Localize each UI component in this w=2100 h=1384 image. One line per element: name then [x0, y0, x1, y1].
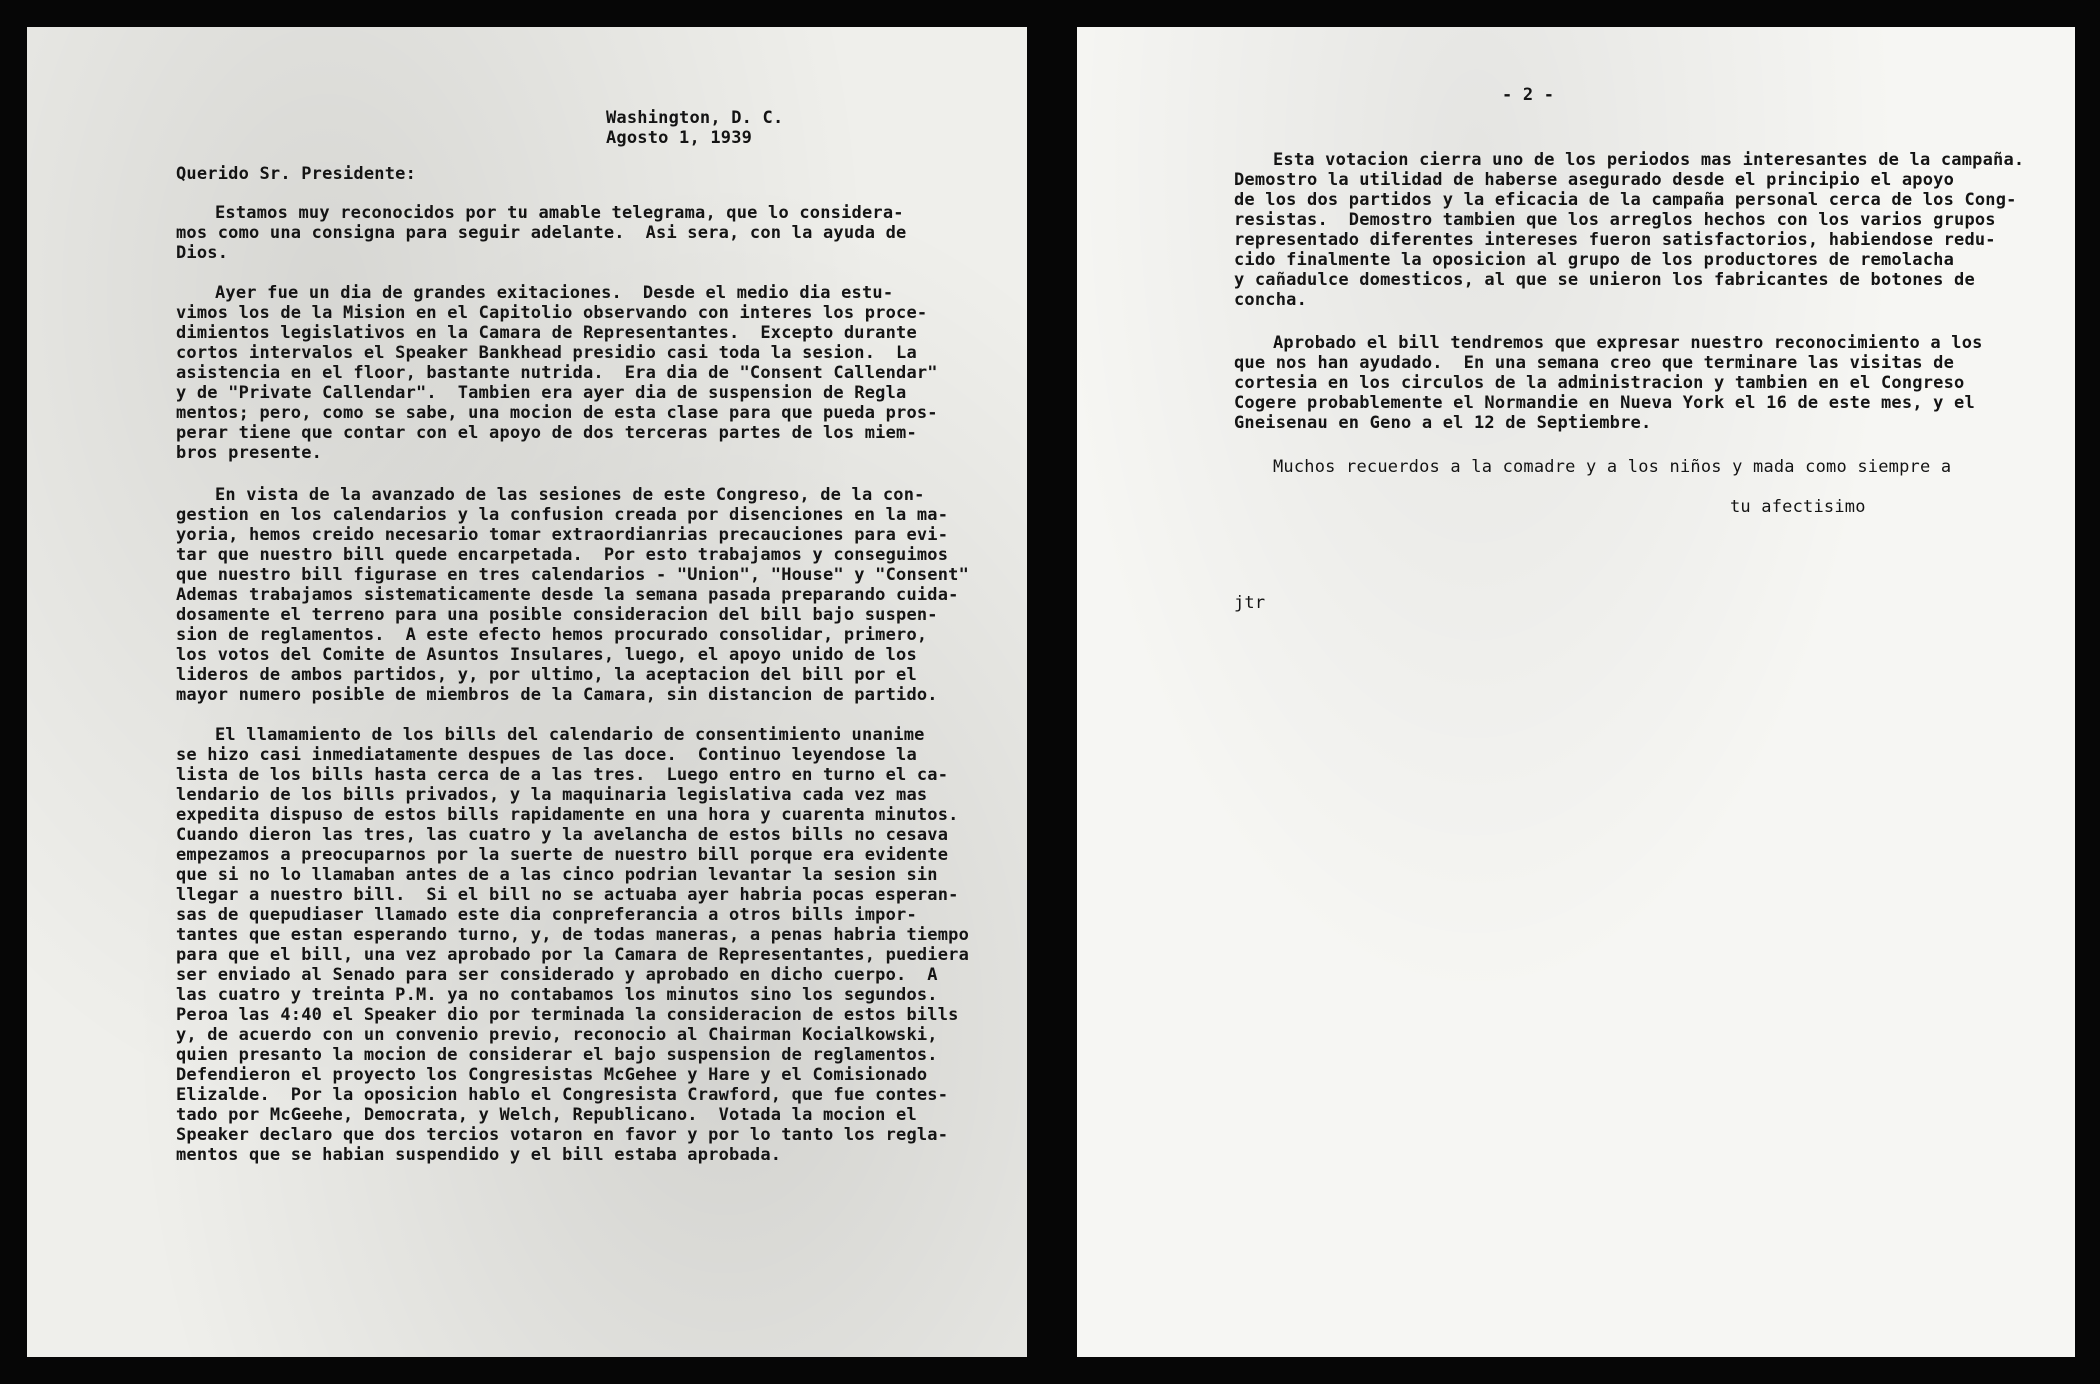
letter-date: Agosto 1, 1939 — [606, 128, 753, 148]
text-line: Dios. — [176, 243, 229, 263]
text-line: mentos que se habian suspendido y el bill estaba aprobada. — [176, 1145, 782, 1165]
text-line: Estamos muy reconocidos por tu amable telegrama, que lo considera- — [215, 203, 904, 223]
text-line: dosamente el terreno para una posible consideracion del bill bajo suspen- — [176, 605, 938, 625]
text-line: cortos intervalos el Speaker Bankhead presidio casi toda la sesion. La — [176, 343, 917, 363]
text-line: que nuestro bill figurase en tres calendarios - "Union", "House" y "Consent" — [176, 565, 970, 585]
salutation: Querido Sr. Presidente: — [176, 164, 417, 184]
text-line: llegar a nuestro bill. Si el bill no se actuaba ayer habria pocas esperan- — [176, 885, 959, 905]
text-line: Aprobado el bill tendremos que expresar nuestro reconocimiento a los — [1273, 333, 1983, 353]
text-line: En vista de la avanzado de las sesiones de este Congreso, de la con- — [215, 485, 925, 505]
text-line: cido finalmente la oposicion al grupo de los productores de remolacha — [1234, 250, 1955, 270]
text-line: mos como una consigna para seguir adelante. Asi sera, con la ayuda de — [176, 223, 907, 243]
text-line: y cañadulce domesticos, al que se unieron los fabricantes de botones de — [1234, 270, 1975, 290]
text-line: El llamamiento de los bills del calendario de consentimiento unanime — [215, 725, 925, 745]
text-line: Peroa las 4:40 el Speaker dio por terminada la consideracion de estos bills — [176, 1005, 959, 1025]
text-line: quien presanto la mocion de considerar el bajo suspension de reglamentos. — [176, 1045, 938, 1065]
text-line: tar que nuestro bill quede encarpetada. Por esto trabajamos y conseguimos — [176, 545, 949, 565]
closing-line: Muchos recuerdos a la comadre y a los niños y mada como siempre a — [1273, 457, 1952, 477]
text-line: concha. — [1234, 290, 1308, 310]
text-line: para que el bill, una vez aprobado por la Camara de Representantes, puediera — [176, 945, 970, 965]
text-line: bros presente. — [176, 443, 323, 463]
text-line: los votos del Comite de Asuntos Insulares, luego, el apoyo unido de los — [176, 645, 917, 665]
text-line: Esta votacion cierra uno de los periodos mas interesantes de la campaña. — [1273, 150, 2025, 170]
text-line: Ademas trabajamos sistematicamente desde la semana pasada preparando cuida- — [176, 585, 959, 605]
text-line: lista de los bills hasta cerca de a las tres. Luego entro en turno el ca- — [176, 765, 949, 785]
text-line: empezamos a preocuparnos por la suerte de nuestro bill porque era evidente — [176, 845, 949, 865]
text-line: Demostro la utilidad de haberse asegurado desde el principio el apoyo — [1234, 170, 1955, 190]
letter-page-2 — [1077, 27, 2075, 1357]
text-line: mayor numero posible de miembros de la Camara, sin distancion de partido. — [176, 685, 938, 705]
text-line: Gneisenau en Geno a el 12 de Septiembre. — [1234, 413, 1652, 433]
text-line: las cuatro y treinta P.M. ya no contabamos los minutos sino los segundos. — [176, 985, 938, 1005]
text-line: cortesia en los circulos de la administracion y tambien en el Congreso — [1234, 373, 1965, 393]
text-line: y, de acuerdo con un convenio previo, reconocio al Chairman Kocialkowski, — [176, 1025, 938, 1045]
text-line: dimientos legislativos en la Camara de Representantes. Excepto durante — [176, 323, 917, 343]
text-line: tantes que estan esperando turno, y, de todas maneras, a penas habria tiempo — [176, 925, 970, 945]
text-line: Ayer fue un dia de grandes exitaciones. Desde el medio dia estu- — [215, 283, 894, 303]
text-line: lendario de los bills privados, y la maquinaria legislativa cada vez mas — [176, 785, 928, 805]
text-line: yoria, hemos creido necesario tomar extraordianrias precauciones para evi- — [176, 525, 949, 545]
typist-initials: jtr — [1234, 593, 1266, 613]
text-line: que nos han ayudado. En una semana creo que terminare las visitas de — [1234, 353, 1955, 373]
text-line: mentos; pero, como se sabe, una mocion de esta clase para que pueda pros- — [176, 403, 938, 423]
text-line: y de "Private Callendar". Tambien era ayer dia de suspension de Regla — [176, 383, 907, 403]
text-line: expedita dispuso de estos bills rapidamente en una hora y cuarenta minutos. — [176, 805, 959, 825]
text-line: asistencia en el floor, bastante nutrida. Era dia de "Consent Callendar" — [176, 363, 938, 383]
text-line: Defendieron el proyecto los Congresistas McGehee y Hare y el Comisionado — [176, 1065, 928, 1085]
text-line: gestion en los calendarios y la confusion creada por disenciones en la ma- — [176, 505, 949, 525]
text-line: representado diferentes intereses fueron satisfactorios, habiendose redu- — [1234, 230, 1996, 250]
text-line: de los dos partidos y la eficacia de la campaña personal cerca de los Cong- — [1234, 190, 2017, 210]
text-line: que si no lo llamaban antes de a las cinco podrian levantar la sesion sin — [176, 865, 938, 885]
text-line: Speaker declaro que dos tercios votaron en favor y por lo tanto los regla- — [176, 1125, 949, 1145]
text-line: Cuando dieron las tres, las cuatro y la avelancha de estos bills no cesava — [176, 825, 949, 845]
text-line: ser enviado al Senado para ser considerado y aprobado en dicho cuerpo. A — [176, 965, 938, 985]
letter-place: Washington, D. C. — [606, 108, 784, 128]
text-line: Elizalde. Por la oposicion hablo el Congresista Crawford, que fue contes- — [176, 1085, 949, 1105]
text-line: sas de quepudiaser llamado este dia conpreferancia a otros bills impor- — [176, 905, 917, 925]
page-number: - 2 - — [1502, 85, 1555, 105]
text-line: perar tiene que contar con el apoyo de dos terceras partes de los miem- — [176, 423, 917, 443]
text-line: resistas. Demostro tambien que los arreglos hechos con los varios grupos — [1234, 210, 1996, 230]
text-line: vimos los de la Mision en el Capitolio observando con interes los proce- — [176, 303, 928, 323]
text-line: sion de reglamentos. A este efecto hemos procurado consolidar, primero, — [176, 625, 928, 645]
letter-page-1 — [27, 27, 1027, 1357]
text-line: se hizo casi inmediatamente despues de las doce. Continuo leyendose la — [176, 745, 917, 765]
text-line: lideros de ambos partidos, y, por ultimo, la aceptacion del bill por el — [176, 665, 917, 685]
text-line: Cogere probablemente el Normandie en Nueva York el 16 de este mes, y el — [1234, 393, 1975, 413]
signoff: tu afectisimo — [1730, 497, 1866, 517]
text-line: tado por McGeehe, Democrata, y Welch, Republicano. Votada la mocion el — [176, 1105, 917, 1125]
